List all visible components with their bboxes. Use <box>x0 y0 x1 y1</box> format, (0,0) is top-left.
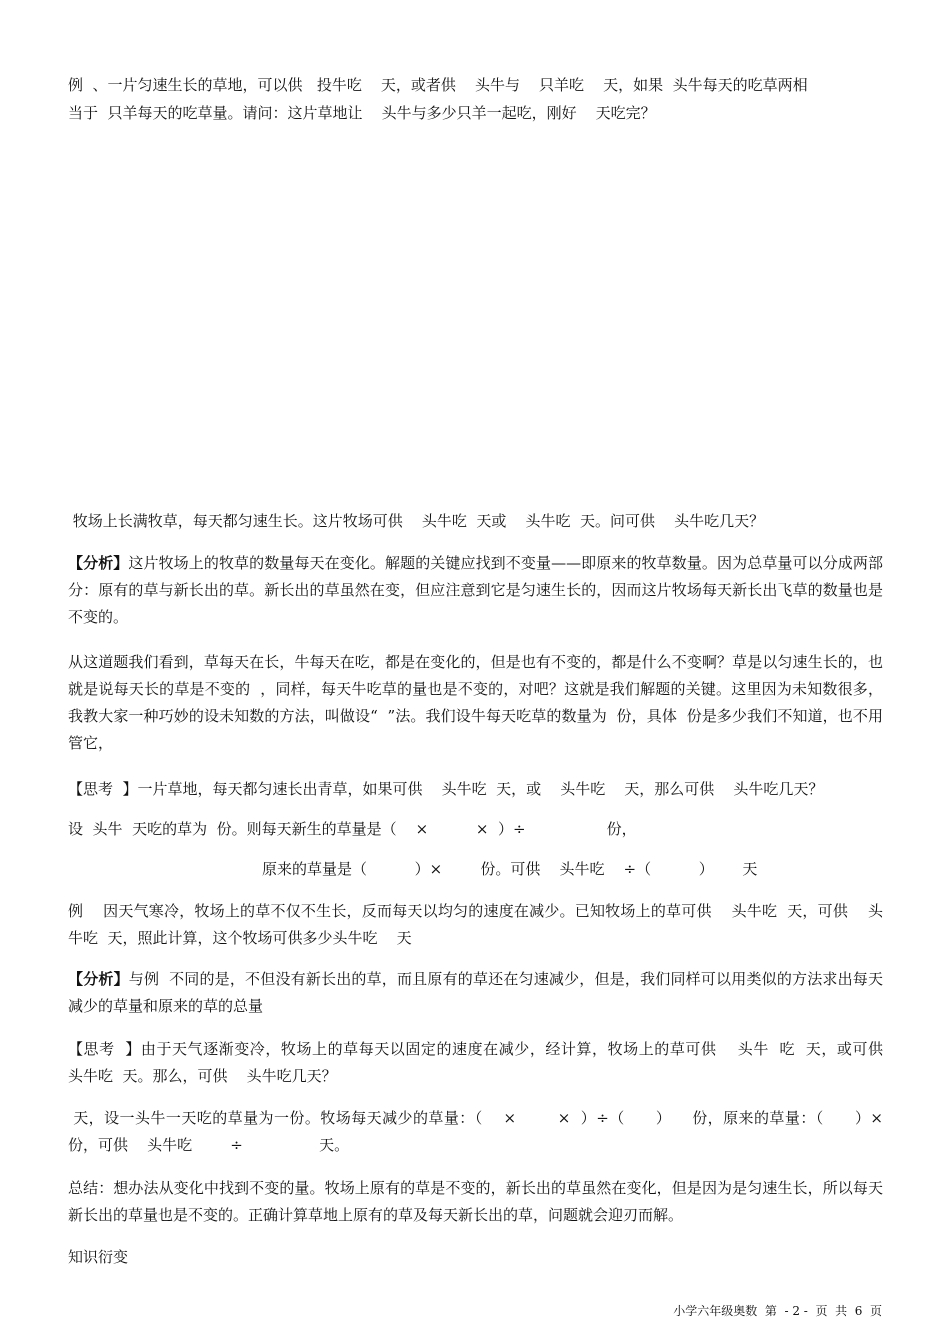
problem-statement: 牧场上长满牧草，每天都匀速生长。这片牧场可供 头牛吃 天或 头牛吃 天。问可供 头牛吃几天？ <box>68 512 765 530</box>
analysis-2-text: 与例 不同的是，不但没有新长出的草，而且原有的草还在匀速减少，但是，我们同样可以用类似的方法求出每天减少的草量和原来的草的总量 <box>68 970 883 1015</box>
analysis-2 <box>68 966 883 1020</box>
explanation-paragraph: 从这道题我们看到，草每天在长，牛每天在吃，都是在变化的，但是也有不变的，都是什么不变啊？草是以匀速生长的，也就是说每天长的草是不变的 ，同样，每天牛吃草的量也是不变的，对吧？这就是我们解题的关键。这里因为未知数很多，我教大家一种巧妙的设未知数的方法，叫做设“ ”法。我们设牛每天吃草的数量为 份，具体 份是多少我们不知道，也不用管它， <box>68 653 883 752</box>
calculation: 天，设一头牛一天吃的草量为一份。牧场每天减少的草量：（ × × ）÷（ ） 份，原来的草量：（ ）× 份，可供 头牛吃 ÷ 天。 <box>68 1109 941 1154</box>
summary: 总结：想办法从变化中找到不变的量。牧场上原有的草是不变的，新长出的草虽然在变化，但是因为是匀速生长，所以每天新长出的草量也是不变的。正确计算草地上原有的草及每天新长出的草，问题就会迎刃而解。 <box>68 1179 883 1224</box>
knowledge-heading: 知识衍变 <box>68 1248 129 1266</box>
analysis-2-tag: 【分析】 <box>68 970 129 988</box>
example-2: 例 因天气寒冷，牧场上的草不仅不生长，反而每天以均匀的速度在减少。已知牧场上的草可供 头牛吃 天，可供 头牛吃 天，照此计算，这个牧场可供多少头牛吃 天 <box>68 902 883 947</box>
think-2 <box>68 1036 903 1090</box>
example1-line2: 当于 只羊每天的吃草量。请问：这片草地让 头牛与多少只羊一起吃，刚好 天吃完？ <box>68 104 656 122</box>
analysis-1 <box>68 550 883 631</box>
example1-line1: 例 、一片匀速生长的草地，可以供 投牛吃 天，或者供 头牛与 只羊吃 天，如果 头牛每天的吃草两相 <box>68 76 808 94</box>
page-footer: 小学六年级奥数 第 - 2 - 页 共 6 页 <box>673 1304 882 1318</box>
think-2-tag: 【思考 】 <box>68 1040 141 1058</box>
think-2-text: 由于天气逐渐变冷，牧场上的草每天以固定的速度在减少，经计算，牧场上的草可供 头牛 吃 天，或可供 头牛吃 天。那么，可供 头牛吃几天？ <box>68 1040 903 1085</box>
analysis-1-text: 这片牧场上的牧草的数量每天在变化。解题的关键应找到不变量——即原来的牧草数量。因为总草量可以分成两部分：原有的草与新长出的草。新长出的草虽然在变，但应注意到它是匀速生长的，因而这片牧场每天新长出飞草的数量也是不变的。 <box>68 554 883 626</box>
think-1 <box>68 776 883 803</box>
think-1-original: 原来的草量是（ ）× 份。可供 头牛吃 ÷（ ） 天 <box>262 860 758 878</box>
think-1-text: 一片草地，每天都匀速长出青草，如果可供 头牛吃 天，或 头牛吃 天，那么可供 头牛吃几天？ <box>137 780 824 798</box>
analysis-1-tag: 【分析】 <box>68 554 129 572</box>
think-1-tag: 【思考 】 <box>68 780 138 798</box>
think-1-setup: 设 头牛 天吃的草为 份。则每天新生的草量是（ × × ）÷ 份， <box>68 820 637 838</box>
